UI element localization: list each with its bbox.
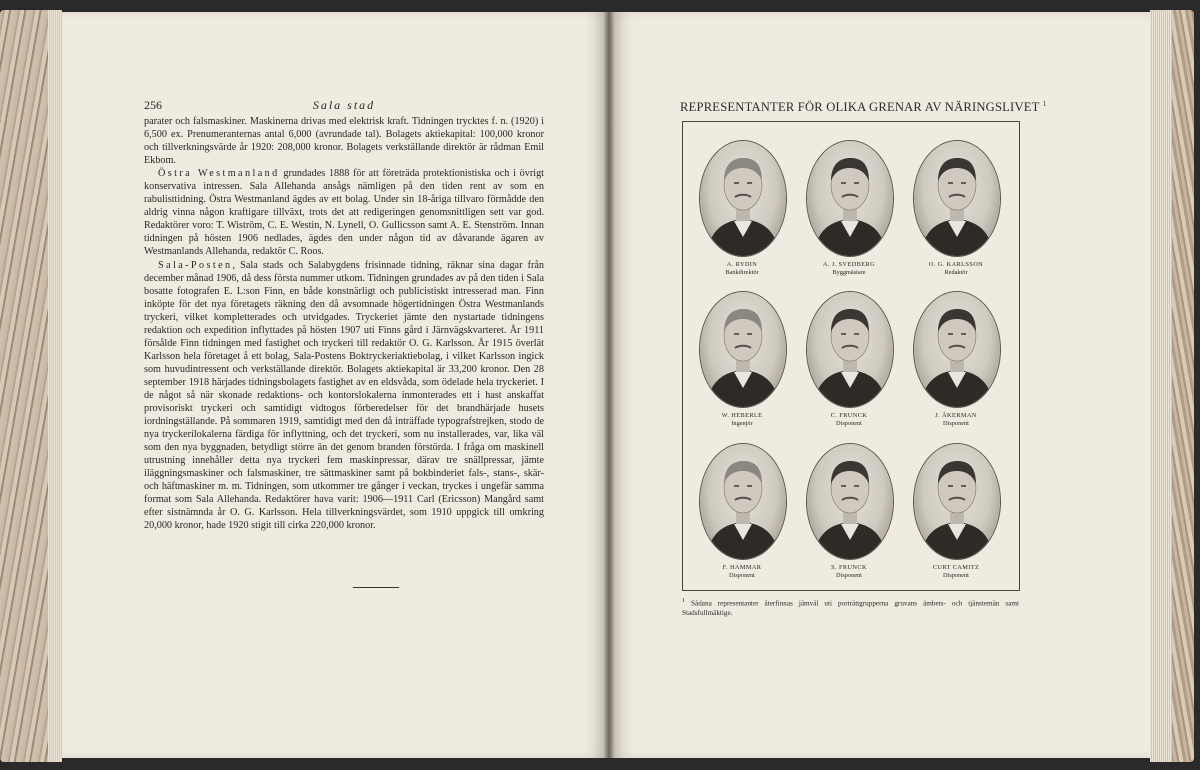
portrait-name: A. J. SVEDBERG: [822, 261, 876, 268]
portrait-photo: [914, 444, 1000, 559]
portrait-photo: [914, 292, 1000, 407]
portrait-role: Disponent: [836, 420, 862, 427]
portrait-silhouette: [914, 141, 1000, 256]
portrait-silhouette: [700, 444, 786, 559]
portrait-role: Redaktör: [944, 269, 968, 276]
portrait-item: [900, 141, 1012, 291]
newspaper-name-sala-posten: Sala-Posten: [158, 259, 233, 271]
portrait-photo: [807, 444, 893, 559]
page-number: 256: [144, 98, 162, 112]
footnote-mark: 1: [682, 598, 685, 604]
paragraph-2-text: grundades 1888 för att företräda protektionistiska och i övrigt konservativa intressen. Sala Allehanda ansågs nämligen på den tiden rent av som en rabulisttidning. Östra Westmanland ägdes av ett bolag. Under sin 18-åriga tillvaro förmådde den aldrig vinna någon kraftigare tillväxt, trots det att redigeringen genomsnittligen sett var god. Redaktörer voro: T. Wiström, C. E. Westin, N. Lynell, O. Gullicsson samt A. E. Stenström. Innan tidningen på hösten 1906 nedlades, ägdes den under någon tid av dåvarande ägaren av Westmanlands Allehanda, redaktör C. Roos.: [144, 168, 544, 258]
footnote-text: Sådana representanter återfinnas jämväl uti porträttgrupperna gruvans ämbets- och tjänstemän samt Stadsfullmäktige.: [682, 599, 1019, 617]
portrait-photo: [807, 292, 893, 407]
portrait-photo: [700, 141, 786, 256]
section-end-rule: [353, 587, 399, 588]
portrait-silhouette: [807, 444, 893, 559]
book-edge-left: [0, 10, 62, 762]
article-body: [144, 115, 544, 533]
portrait-item: [793, 292, 905, 442]
portrait-item: [686, 141, 798, 291]
portrait-item: [686, 292, 798, 442]
portrait-role: Ingenjör: [731, 420, 753, 427]
running-title: Sala stad: [312, 98, 376, 112]
paragraph-3: [144, 259, 544, 533]
portrait-role: Byggmästare: [832, 269, 866, 276]
portrait-name: CURT CAMITZ: [932, 564, 980, 571]
portrait-role: Disponent: [943, 572, 969, 579]
portrait-photo: [807, 141, 893, 256]
portrait-silhouette: [807, 141, 893, 256]
book-edge-right: [1150, 10, 1194, 762]
portrait-name: S. FRUNCK: [831, 564, 867, 571]
portrait-silhouette: [914, 292, 1000, 407]
portrait-item: [793, 141, 905, 291]
portrait-item: [900, 292, 1012, 442]
paragraph-1: parater och falsmaskiner. Maskinerna drivas med elektrisk kraft. Tidningen trycktes f. n. (1920) i 6,500 ex. Prenumeranternas antal 6,000 (avrundade tal). Bolagets aktiekapital: 100,000 kronor och tillverkningsvärde år 1920: 208,000 kronor. Bolagets verkställande direktör är rådman Emil Ekbom.: [144, 116, 544, 167]
portrait-name: W. HEBERLE: [721, 412, 763, 419]
portrait-item: [686, 444, 798, 594]
portrait-item: [793, 444, 905, 594]
newspaper-name-ostra-westmanland: Östra Westmanland: [158, 168, 280, 180]
portrait-silhouette: [700, 292, 786, 407]
portrait-photo: [914, 141, 1000, 256]
portrait-role: Disponent: [729, 572, 755, 579]
portrait-name: F. HAMMAR: [722, 564, 762, 571]
portrait-role: Disponent: [836, 572, 862, 579]
portrait-name: O. G. KARLSSON: [928, 261, 984, 268]
portrait-silhouette: [700, 141, 786, 256]
book-gutter: [604, 12, 614, 758]
portrait-photo: [700, 292, 786, 407]
plate-heading: [680, 100, 1047, 115]
plate-heading-text: REPRESENTANTER FÖR OLIKA GRENAR AV NÄRINGSLIVET: [680, 100, 1040, 115]
footnote-reference: 1: [1042, 100, 1047, 108]
portrait-photo: [700, 444, 786, 559]
portrait-role: Bankdirektör: [725, 269, 759, 276]
portrait-name: C. FRUNCK: [830, 412, 868, 419]
paragraph-3-text: , Sala stads och Salabygdens frisinnade tidning, räknar sina dagar från december månad 1906, då dess första nummer utkom. Tidningen grundades av på den tiden i Sala bosatte fotografen E. L:son Finn, en både konstnärligt och publicistiskt intresserad man. Finn inköpte för det nya företagets räkning den då avsomnade högertidningen Östra Westmanlands tryckeri, vilket kompletterades och utvidgades. Tryckeriet jämte den nystartade tidningens redaktion och expedition inflyttades på hösten 1907 uti Finns gård i Järnvägskvarteret. År 1911 försålde Finn tidningen med fastighet och tryckeri till redaktör O. G. Karlsson. År 1915 överlät Karlsson hela företaget å ett bolag, Sala-Postens Boktryckeriaktiebolag, i vilket Karlsson ingick som huvudintressent och verkställande direktör. Bolagets aktiekapital är 33,200 kronor. Den 28 september 1918 härjades tidningsbolagets fastighet av en eldsvåda, som ödelade hela tryckeriet. I de något så när skonade redaktions- och kontorslokalerna inmonterades ett i hast anskaffat provisoriskt tryckeri och samtidigt vidtogos förberedelser för det brandhärjade husets iordningställande. På sommaren 1919, samtidigt med den då inträffade typografstrejken, stodo de nya tryckerilokalerna färdiga för inflyttning, och det tryckeri, som nu installerades, var, lika väl som den nya byggnaden, betydligt större än det genom branden förstörda. I fråga om maskinell utrustning innehåller detta nya tryckeri fem maskinpressar, därav tre snällpressar, jämte iläggningsmaskiner och falsmaskiner, tre sättmaskiner samt på bokbinderiet fals-, stans-, skär- och häftmaskiner m. m. Tidningen, som utkommer tre gånger i veckan, tryckes i ungefär samma format som Sala Allehanda. Redaktörer hava varit: 1906—1911 Carl (Ericsson) Mangård samt efter sistnämnda år O. G. Karlsson. Hela tillverkningsvärdet, som 1910 uppgick till omkring 20,000 kronor, hade 1920 stigit till cirka 220,000 kronor.: [144, 259, 544, 532]
portrait-role: Disponent: [943, 420, 969, 427]
footnote: [682, 597, 1019, 618]
paragraph-2: [144, 167, 544, 258]
portrait-item: [900, 444, 1012, 594]
portrait-silhouette: [914, 444, 1000, 559]
portrait-name: J. ÅKERMAN: [935, 412, 977, 419]
portrait-name: A. RYDIN: [726, 261, 758, 268]
portrait-silhouette: [807, 292, 893, 407]
